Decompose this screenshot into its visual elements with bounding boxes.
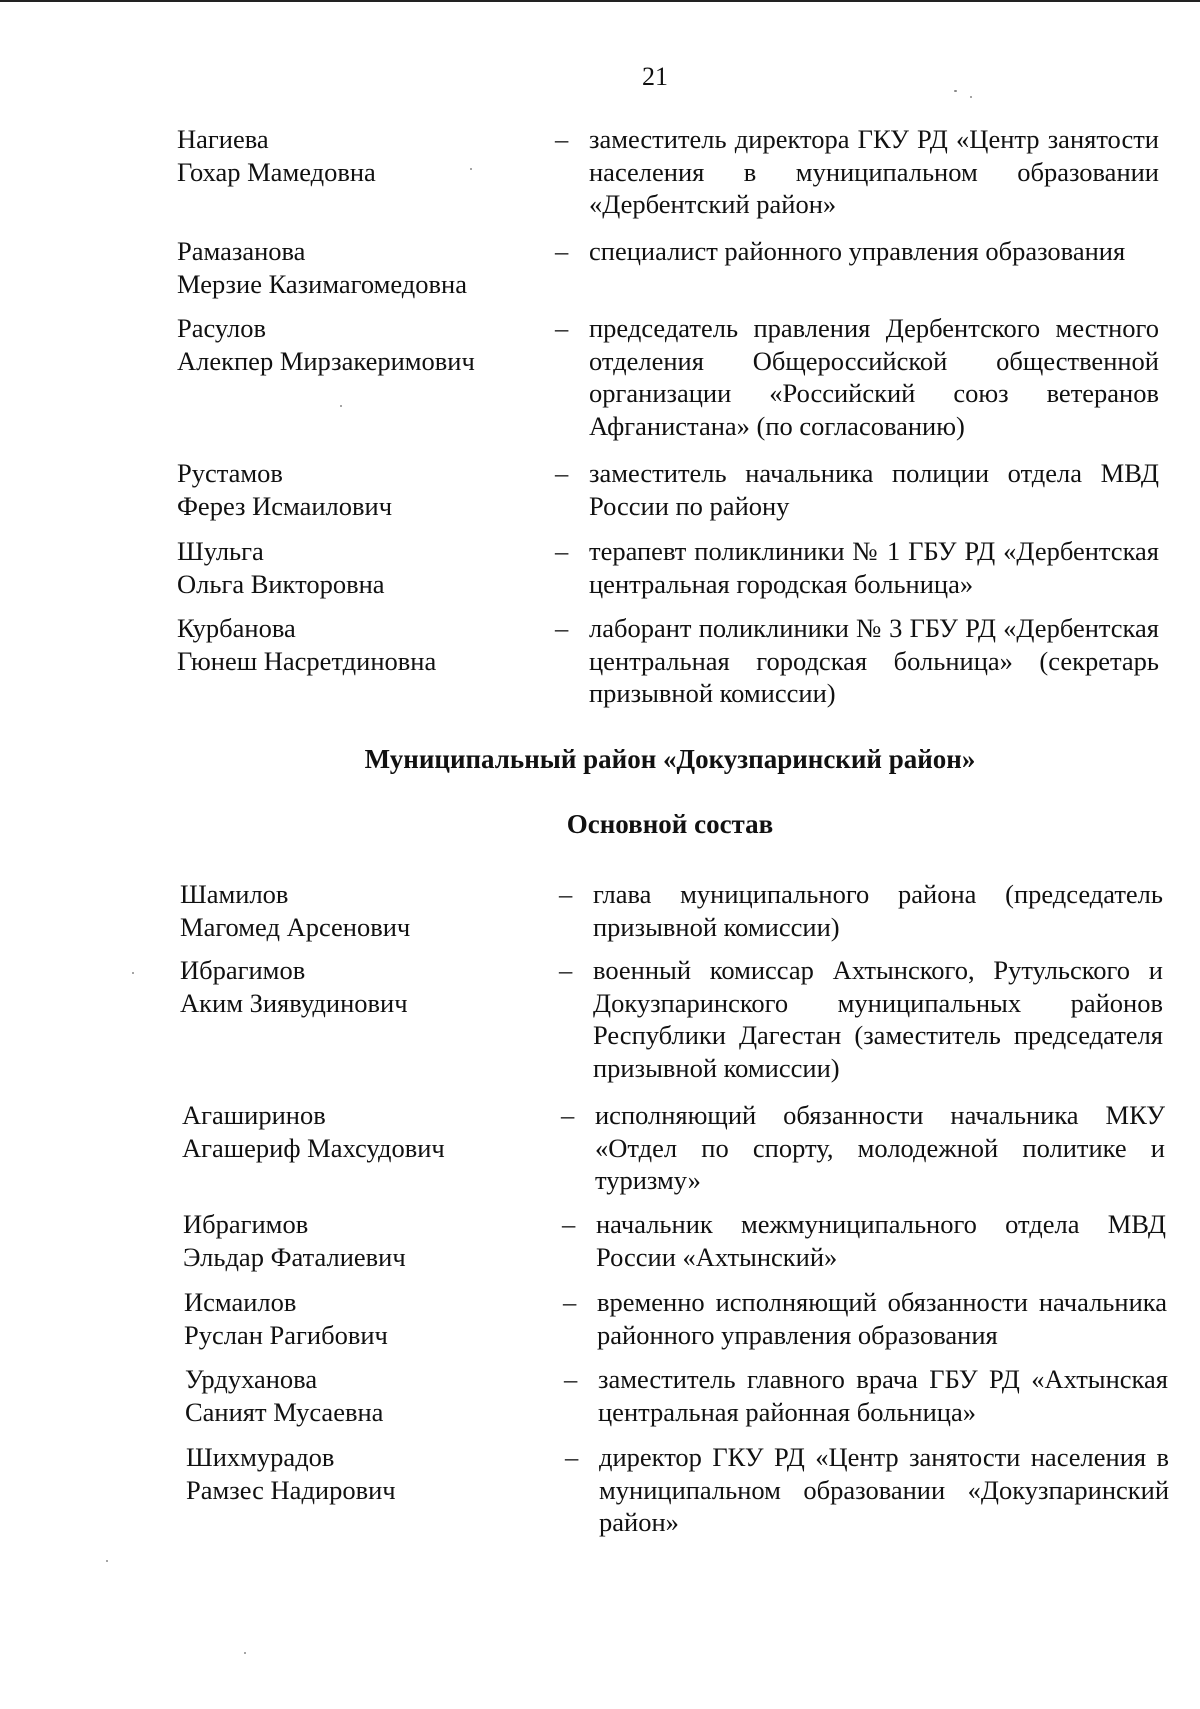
member-name: [180, 954, 560, 1019]
dash-separator: –: [559, 879, 573, 909]
dash-separator: –: [555, 458, 569, 488]
member-description: председатель правления Дербентского местного отделения Общероссийской общественной организации «Российский союз ветеранов Афганистана» (по согласованию): [589, 313, 1159, 441]
member-surname: Ибрагимов: [180, 955, 306, 985]
member-description: специалист районного управления образования: [589, 236, 1126, 266]
member-name: [185, 1363, 565, 1428]
dash-separator: –: [555, 313, 569, 343]
member-given-name: Мерзие Казимагомедовна: [177, 268, 467, 299]
scan-speck: [132, 972, 134, 974]
member-given-name: Гохар Мамедовна: [177, 156, 376, 187]
member-surname: Ибрагимов: [183, 1209, 309, 1239]
composition-heading: Основной состав: [566, 809, 774, 839]
member-surname: Шульга: [177, 536, 264, 566]
member-given-name: Магомед Арсенович: [180, 911, 411, 942]
member-name: [186, 1441, 566, 1506]
dash-separator: –: [564, 1364, 578, 1394]
dash-separator: –: [555, 613, 569, 643]
member-surname: Рамазанова: [177, 236, 306, 266]
member-name: [177, 612, 557, 677]
member-surname: Агаширинов: [182, 1100, 326, 1130]
page-top-border: [0, 0, 1200, 2]
member-given-name: Ольга Викторовна: [177, 568, 385, 599]
member-surname: Рустамов: [177, 458, 283, 488]
dash-separator: –: [563, 1287, 577, 1317]
member-description: заместитель начальника полиции отдела МВД России по району: [589, 458, 1159, 521]
member-given-name: Рамзес Надирович: [186, 1474, 396, 1505]
dash-separator: –: [559, 955, 573, 985]
member-description: начальник межмуниципального отдела МВД России «Ахтынский»: [596, 1209, 1166, 1272]
member-description: военный комиссар Ахтынского, Рутульского и Докузпаринского муниципальных районов Республики Дагестан (заместитель председателя призывной комиссии): [593, 955, 1163, 1083]
member-given-name: Ферез Исмаилович: [177, 490, 393, 521]
member-given-name: Агашериф Махсудович: [182, 1132, 445, 1163]
scan-speck: [970, 96, 972, 98]
member-surname: Курбанова: [177, 613, 296, 643]
member-surname: Расулов: [177, 313, 266, 343]
member-given-name: Руслан Рагибович: [184, 1319, 388, 1350]
dash-separator: –: [555, 124, 569, 154]
member-surname: Исмаилов: [184, 1287, 297, 1317]
member-name: [182, 1099, 562, 1164]
member-description: глава муниципального района (председатель призывной комиссии): [593, 879, 1163, 942]
member-name: [177, 235, 557, 300]
page-number: 21: [642, 62, 668, 91]
member-description: заместитель главного врача ГБУ РД «Ахтынская центральная районная больница»: [598, 1364, 1168, 1427]
district-heading: Муниципальный район «Докузпаринский район»: [364, 744, 976, 774]
member-surname: Шамилов: [180, 879, 289, 909]
member-description: исполняющий обязанности начальника МКУ «Отдел по спорту, молодежной политике и туризму»: [595, 1100, 1165, 1195]
member-name: [177, 123, 557, 188]
scan-speck: [954, 90, 957, 92]
member-description: терапевт поликлиники № 1 ГБУ РД «Дербентская центральная городская больница»: [589, 536, 1159, 599]
dash-separator: –: [562, 1209, 576, 1239]
member-given-name: Алекпер Мирзакеримович: [177, 345, 475, 376]
member-name: [177, 457, 557, 522]
dash-separator: –: [555, 236, 569, 266]
dash-separator: –: [565, 1442, 579, 1472]
member-surname: Шихмурадов: [186, 1442, 335, 1472]
scan-speck: [470, 168, 472, 170]
member-given-name: Аким Зиявудинович: [180, 987, 408, 1018]
scan-speck: [340, 405, 342, 407]
member-description: лаборант поликлиники № 3 ГБУ РД «Дербентская центральная городская больница» (секретарь призывной комиссии): [589, 613, 1159, 708]
member-given-name: Саният Мусаевна: [185, 1396, 384, 1427]
member-description: временно исполняющий обязанности начальника районного управления образования: [597, 1287, 1167, 1350]
member-name: [177, 535, 557, 600]
member-surname: Урдуханова: [185, 1364, 318, 1394]
member-name: [177, 312, 557, 377]
member-name: [184, 1286, 564, 1351]
scan-speck: [244, 1652, 246, 1654]
dash-separator: –: [561, 1100, 575, 1130]
member-surname: Нагиева: [177, 124, 269, 154]
member-description: директор ГКУ РД «Центр занятости населения в муниципальном образовании «Докузпаринский район»: [599, 1442, 1169, 1537]
member-given-name: Гюнеш Насретдиновна: [177, 645, 437, 676]
member-description: заместитель директора ГКУ РД «Центр занятости населения в муниципальном образовании «Дербентский район»: [589, 124, 1159, 219]
member-name: [183, 1208, 563, 1273]
dash-separator: –: [555, 536, 569, 566]
member-given-name: Эльдар Фаталиевич: [183, 1241, 406, 1272]
member-name: [180, 878, 560, 943]
scan-speck: [106, 1560, 108, 1562]
